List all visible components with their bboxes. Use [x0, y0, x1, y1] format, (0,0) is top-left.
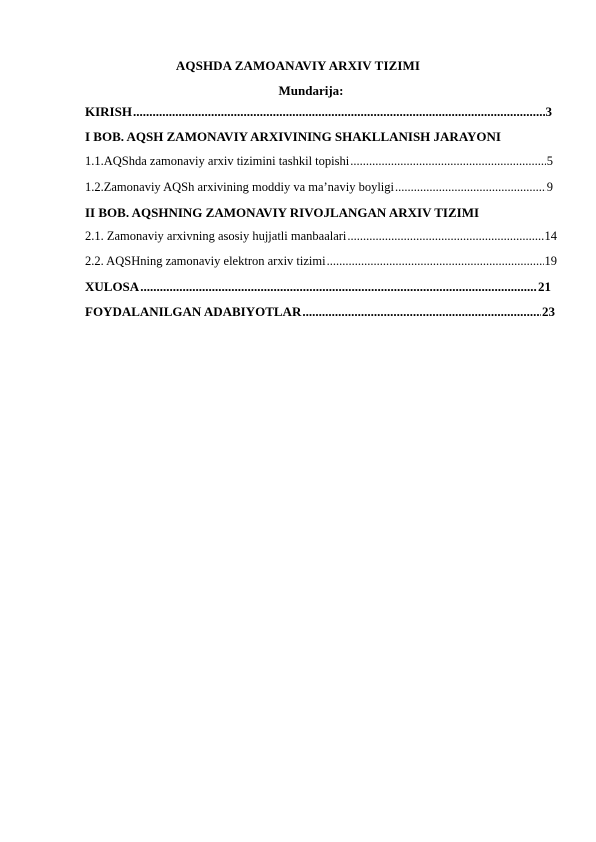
dot-leader: [347, 229, 543, 244]
toc-entry-kirish[interactable]: [85, 104, 552, 120]
dot-leader: [395, 180, 546, 195]
dot-leader: [140, 279, 537, 295]
toc-entry-2-2[interactable]: [85, 254, 557, 269]
dot-leader: [327, 254, 544, 269]
toc-entry-number: 1.1.: [85, 154, 104, 168]
toc-entry-label: XULOSA: [85, 279, 140, 294]
dot-leader: [302, 304, 541, 320]
toc-entry-number: 1.2.: [85, 180, 104, 194]
toc-chapter-label: I BOB. AQSH ZAMONAVIY ARXIVINING SHAKLLANISH JARAYONI: [85, 129, 501, 144]
toc-chapter-label: II BOB. AQSHNING ZAMONAVIY RIVOJLANGAN ARXIV TIZIMI: [85, 205, 480, 220]
toc-heading: Mundarija:: [278, 83, 344, 98]
toc-page-number: 21: [538, 279, 551, 294]
dot-leader: [133, 104, 545, 120]
toc-entry-2-1[interactable]: [85, 229, 557, 244]
toc-page-number: 9: [546, 180, 553, 194]
toc-entry-label: KIRISH: [85, 104, 132, 119]
toc-chapter-1[interactable]: [85, 129, 501, 145]
toc-entry-xulosa[interactable]: [85, 279, 551, 295]
toc-page-number: 3: [545, 104, 552, 119]
toc-entry-label: AQShda zamonaviy arxiv tizimini tashkil topishi: [103, 154, 350, 168]
toc-chapter-2[interactable]: [85, 205, 479, 221]
toc-entry-label: 2.2. AQSHning zamonaviy elektron arxiv tizimi: [85, 254, 326, 268]
toc-entry-adabiyotlar[interactable]: [85, 304, 555, 320]
toc-entry-1-2[interactable]: [85, 180, 553, 195]
toc-entry-label: FOYDALANILGAN ADABIYOTLAR: [85, 304, 302, 319]
toc-page-number: 5: [546, 154, 553, 168]
toc-page-number: 14: [544, 229, 557, 243]
toc-entry-label: 2.1. Zamonaviy arxivning asosiy hujjatli manbaalari: [85, 229, 347, 243]
toc-entry-1-1[interactable]: [85, 154, 553, 169]
toc-page-number: 19: [544, 254, 557, 268]
document-title: AQSHDA ZAMOANAVIY ARXIV TIZIMI: [175, 58, 421, 73]
dot-leader: [350, 154, 546, 169]
toc-entry-label: Zamonaviy AQSh arxivining moddiy va ma’naviy boyligi: [103, 180, 394, 194]
toc-page-number: 23: [542, 304, 555, 319]
